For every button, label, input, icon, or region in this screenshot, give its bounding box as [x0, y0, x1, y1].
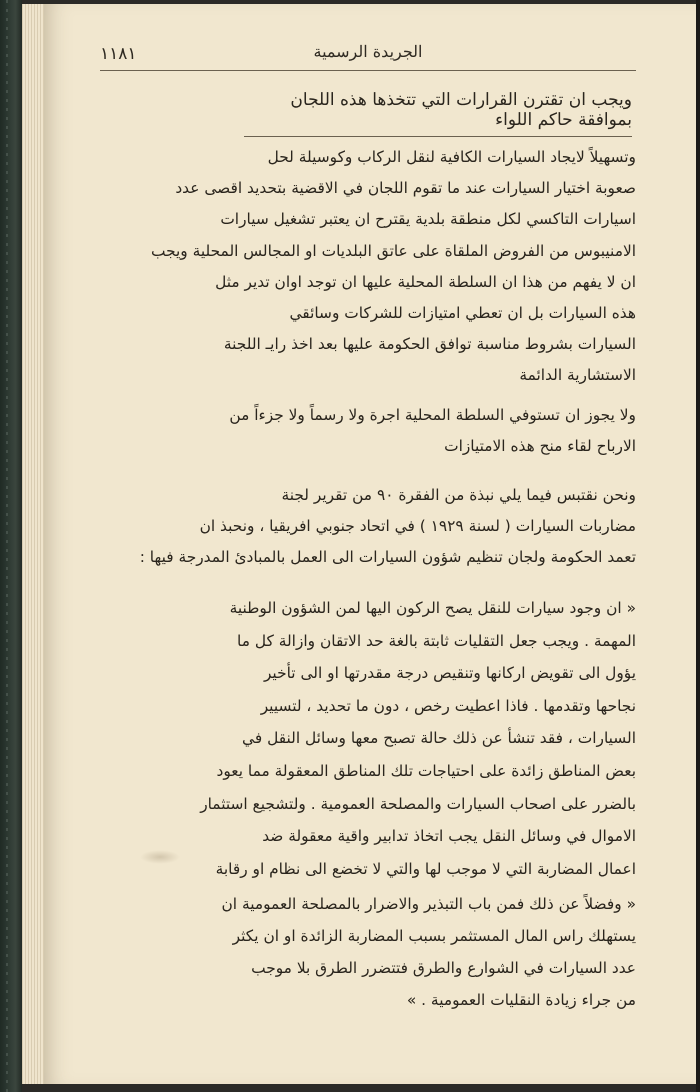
text-line: ان لا يفهم من هذا ان السلطة المحلية عليها ان توجد اوان تدير مثل: [215, 272, 636, 291]
text-line: من جراء زيادة النقليات العمومية . »: [406, 991, 636, 1009]
text-line: الاموال في وسائل النقل يجب اتخاذ تدابير واقية معقولة ضد: [262, 827, 636, 846]
text-line: يستهلك راس المال المستثمر بسبب المضاربة الزائدة او ان يكثر: [232, 927, 636, 945]
page-header: [100, 42, 636, 71]
text-line: الامنيبوس من الفروض الملقاة على عاتق البلديات او المجالس المحلية ويجب: [150, 241, 636, 260]
quote-2: [200, 888, 636, 1016]
text-line: بعض المناطق زائدة على احتياجات تلك المناطق المعقولة مما يعود: [216, 761, 636, 780]
text-line: بالضرر على اصحاب السيارات والمصلحة العمومية . ولتشجيع استثمار: [200, 794, 636, 813]
text-line: صعوبة اختيار السيارات عند ما تقوم اللجان في الاقضية بتحديد اقصى عدد: [175, 179, 636, 198]
document-page: [44, 4, 696, 1084]
text-line: يؤول الى تقويض اركانها وتنقيص درجة مقدرتها او الى تأخير: [263, 664, 636, 683]
paper-smudge: [140, 850, 180, 864]
text-line: الارباح لقاء منح هذه الامتيازات: [444, 437, 636, 456]
text-line: السيارات ، فقد تنشأ عن ذلك حالة تصبح معها وسائل النقل في: [242, 729, 636, 748]
text-line: ونحن نقتبس فيما يلي نبذة من الفقرة ٩٠ من تقرير لجنة: [281, 486, 636, 504]
text-line: اسيارات التاكسي لكل منطقة بلدية يقترح ان يعتبر تشغيل سيارات: [220, 210, 636, 229]
text-line: تعمد الحكومة ولجان تنظيم شؤون السيارات الى العمل بالمبادئ المدرجة فيها :: [139, 548, 636, 567]
text-line: هذه السيارات بل ان تعطي امتيازات للشركات وسائقي: [289, 304, 636, 323]
paragraph-2: [200, 400, 636, 462]
text-line: نجاحها وتقدمها . فاذا اعطيت رخص ، دون ما تحديد ، لتسيير: [260, 696, 636, 715]
text-line: « وفضلاً عن ذلك فمن باب التبذير والاضرار بالمصلحة العمومية ان: [221, 895, 636, 913]
text-line: اعمال المضاربة التي لا موجب لها والتي لا تخضع الى نظام او رقابة: [215, 859, 636, 878]
paragraph-3: [139, 480, 636, 574]
text-line: مضاربات السيارات ( لسنة ١٩٢٩ ) في اتحاد جنوبي افريقيا ، ونحبذ ان: [199, 517, 636, 536]
journal-title: الجريدة الرسمية: [313, 42, 423, 61]
page-right-edge: [696, 0, 700, 1092]
paragraph-1: [150, 142, 636, 392]
text-line: وتسهيلاً لايجاد السيارات الكافية لنقل الركاب وكوسيلة لحل: [267, 148, 636, 166]
book-binding: [0, 0, 22, 1092]
page-edges: [22, 4, 45, 1084]
text-line: « ان وجود سيارات للنقل يصح الركون اليها لمن الشؤون الوطنية: [229, 599, 636, 617]
text-line: ولا يجوز ان تستوفي السلطة المحلية اجرة ولا رسماً ولا جزءاً من: [229, 406, 636, 424]
text-line: عدد السيارات في الشوارع والطرق فتتضرر الطرق بلا موجب: [251, 959, 636, 977]
text-line: الاستشارية الدائمة: [519, 366, 636, 385]
intro-line: ويجب ان تقترن القرارات التي تتخذها هذه اللجان بموافقة حاكم اللواء: [244, 90, 632, 137]
text-line: السيارات بشروط مناسبة توافق الحكومة عليها بعد اخذ رايـ اللجنة: [223, 335, 636, 354]
quote-1: [200, 592, 636, 885]
page-number: ١١٨١: [100, 44, 137, 64]
text-line: المهمة . ويجب جعل التقليات ثابتة بالغة حد الاتقان وازالة كل ما: [237, 631, 636, 650]
